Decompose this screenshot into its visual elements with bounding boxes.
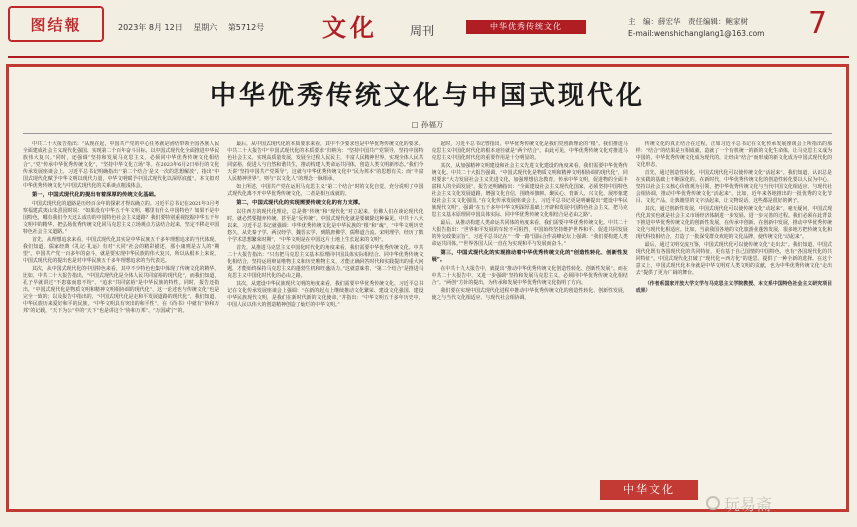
article-paragraph: 最后，从中国式现代化的本质要求来看，其中不少要求也是中华优秀传统文化的要求。中共二十大报告中“中国式现代化的本质要求”归纳为：“坚持中国共产党领导，坚持中国特色社会主义，实现高质量发展，发展全过程人民民主，丰富人民精神世界，实现全体人民共同富裕，促进人与自然和谐共生，推动构建人类命运共同体，创造人类文明新形态。”我们今天讲“坚持中国共产党领导”，这就与中华优秀传统文化中“民为邦本”的思想有关；而“丰富人民精神世界”，则与“以文化人”的理念一脉相承。 — [227, 141, 424, 182]
issue-number: 第5712号 — [227, 23, 265, 32]
masthead — [0, 0, 857, 60]
section-title: 文化 — [322, 13, 378, 42]
masthead-rule — [8, 56, 849, 58]
article-paragraph: 以往西方的现代化理论，总是将“传统”和“现代化”对立起来，仿佛人们在谈论现代化时，就必然要抛弃传统，甚至是“反传统”。中国式现代化就是要破除这种偏见。中共十八大以来，习近平总书记就强调：中华优秀传统文化是中华民族的“根”和“魂”，“中华文明历史悠久，从先秦子学、两汉经学、魏晋玄学，到隋唐佛学、儒释道合流、宋明理学，经历了数个学术思想繁荣时期”，“中华文明是在中国这片土地上生长起来的文明”。 — [227, 209, 424, 243]
article-paragraph: 首先，从推进马克思主义中国化时代化的角度来看，我们需要中华优秀传统文化。中共二十大报告指出：“只有把马克思主义基本原理同中国具体实际相结合、同中华优秀传统文化相结合，坚持运用辩证唯物主义和历史唯物主义，才能正确回答时代和实践提出的重大问题，才能始终保持马克思主义的蓬勃生机和旺盛活力。”这就意味着，“第二个结合”是推进马克思主义中国化时代化的必由之路。 — [227, 245, 424, 279]
article-paragraph: 传统文化的真正结合在过程。正如习近平总书记在文化传承发展座谈会上所指出的那样：“结合”的结果是互相成就，造就了一个有机统一的新的文化生命体，让马克思主义成为中国的，中华优秀传统文化成为现代的，让经由“结合”而形成的新文化成为中国式现代化的文化形态。 — [635, 141, 832, 168]
article-paragraph: 起时，习近平总书记曾指出，中华优秀传统文化是我们党创新理论的“根”。我们推进马克思主义中国化时代化的根本途径就是“两个结合”。由此可见，中华优秀传统文化对推进马克思主义中国化时代化的重要作用是十分明显的。 — [431, 141, 628, 161]
article-paragraph: 首先，从理想追求来看，中国式现代化其实是中华民族五千多年理想追求的当代体现。我们知道，儒家经典《礼记·礼运》有对“大同”社会的精彩描述，那小康则是古人的“期望”。中国共产党一百多年的奋斗，就是要实现中华民族的伟大复兴，所以从根本上来说，中国式现代化的提出也是对中华民族五千多年理想追求的当代表达。 — [23, 237, 220, 264]
section-heading: 第三，中国式现代化的实现推动着中华优秀传统文化的“创造性转化、创新性发展”。 — [431, 250, 628, 263]
article-paragraph: 最后，通过文明交流互鉴，中国式现代化可以使传统文化“走出去”。我们知道，中国式现代化既有各国现代化的共同特征，更有基于自己国情的中国特色，也有“各国现代化的共同特征”。中国式现代化打破了“现代化＝西方化”的迷思，提供了一种全新的选择。在这个意义上，中国式现代化本身就是中华文明对人类文明的贡献，也为中华优秀传统文化“走出去”提供了更为广阔的舞台。 — [635, 242, 832, 276]
article-paragraph: 中共二十大报告指出：“从现在起，中国共产党的中心任务就是团结带领全国各族人民全面建成社会主义现代化强国、实现第二个百年奋斗目标，以中国式现代化全面推进中华民族伟大复兴。”同时，还强调“坚持和发展马克思主义，必须同中华优秀传统文化相结合”。”党“传承中华优秀传统文化”，“坚持中华文化立场”等。在2023年6月2日举行的文化传承发展座谈会上，习近平总书记明确指出“‘第二个结合’是又一次的思想解放”，指出“中国式现代化赋予中华文明以现代力量，中华文明赋予中国式现代化以深厚底蕴”。本文拟对中华优秀传统文化与中国式现代化的关系谈点粗浅体会。 — [23, 141, 220, 189]
article-column-4 — [636, 141, 832, 471]
article-column-2 — [227, 141, 423, 471]
newspaper-logo: 图结報 — [8, 6, 104, 42]
headline-divider — [23, 133, 832, 134]
section-subtitle: 周刊 — [410, 24, 435, 38]
article-paragraph: 首先，通过创造性转化，中国式现代化可以使传统文化“活起来”。我们知道，认识总是在实践的基础上不断深化的。在新时代，中华优秀传统文化的创造性转化要以人民为中心，坚持以社会主义核心价值观为引领，把中华优秀传统文化与当代中国文化相适应、与现代社会相协调，推动中华优秀传统文化“活起来”。比如，近年来各地推出的一批优秀的文化节目、文化产品，让典籍里的文字活起来，让文物说话，这些都是很好的例子。 — [635, 170, 832, 204]
article-headline: 中华优秀传统文化与中国式现代化 — [209, 81, 645, 111]
article-paragraph: 如上所述，中国共产党在运用马克思主义“第二个结合”时的文化自觉，充分说明了中国式现代化离不开中华优秀传统文化，二者是相互成就的。 — [227, 184, 424, 197]
issue-weekday: 星期六 — [193, 23, 218, 32]
article-columns — [23, 141, 832, 471]
watermark-icon — [706, 496, 720, 510]
editor-names: 主 编：薛宏华 责任编辑：鲍家树 — [628, 17, 748, 26]
watermark-text: 玩易斋 — [724, 495, 773, 514]
footer-band: 中华文化 — [600, 480, 698, 500]
article-frame — [6, 64, 849, 512]
article-paragraph: 其次，从加强精神文明建设和社会主义先进文化建设的角度来看，我们需要中华优秀传统文化。中共二十大报告强调，“中国式现代化是物质文明和精神文明相协调的现代化”，同时要求“大力发展社会主义先进文化，加强理想信念教育，传承中华文明，促进物的全面丰富和人的全面发展”。报告还明确指出：“全面建设社会主义现代化国家，必须坚持中国特色社会主义文化发展道路，增强文化自信，围绕举旗帜、聚民心、育新人、兴文化、展形象建设社会主义文化强国。”在文化传承发展座谈会上，习近平总书记更是明确提出“建设中华民族现代文明”，强调“在五千多年中华文明深厚基础上开辟和发展中国特色社会主义，把马克思主义基本原理同中国具体实际、同中华优秀传统文化相结合是必由之路”。 — [431, 163, 628, 218]
editor-info — [628, 16, 764, 40]
article-paragraph: 中国式现代化的道路是历经百余年的探索才得以确立的。习近平总书记在2021年3月考察福建武夷山朱熹园时说：“如果没有中华五千年文明，哪里有什么中国特色？如果不是中国特色，哪有我们今天这么成功的中国特色社会主义道路？我们要特别重视挖掘中华五千年文明中的精华，把弘扬优秀传统文化同马克思主义立场观点方法结合起来，坚定不移走中国特色社会主义道路。” — [23, 201, 220, 235]
section-heading: 第二，中国式现代化的实现需要传统文化的有力支撑。 — [236, 200, 364, 206]
article-paragraph: 其次，通过创新性发展，中国式现代化可以使传统文化“动起来”。毫无疑问，中国式现代化其实也就是社会主义市场经济体制进一步发展、进一步完善的过程。我们必须在此背景下推进中华优秀传统文化的创新性发展，在传承中创新、在创新中发展，推动中华优秀传统文化与现代化相适应。比如，当前我国各地的文化旅游业蓬勃发展，很多地方把传统文化和现代科技相结合，打造了一批深受群众欢迎的文化品牌，使传统文化“动起来”。 — [635, 206, 832, 240]
issue-date: 2023年 8月 12日 — [118, 23, 183, 32]
dateline — [118, 22, 272, 33]
article-paragraph: 其次，从中国式现代化的中国特色来看，其中不少特色也集中体现了传统文化的精华。比如，中共二十大报告指出，“中国式现代化是全体人民共同富裕的现代化”，而我们知道，孔子早就讲过“不患寡而患不均”，“追求“共同富裕”是中华民族的特性。同时，报告还指出，“中国式现代化是物质文明和精神文明相协调的现代化”，这一论述也与传统文化“也是完全一致的；以及报告中指出的，“中国式现代化是走和平发展道路的现代化”，我们知道，中华民族历来爱好和平的民族，“中华文明具有突出的和平性”，在《尚书》中就有“协和万邦”的记载，“天下为公”中的“天下”也是讲这个“协和万邦”、“万国咸宁”的。 — [23, 266, 220, 314]
article-paragraph: 其次，从建设中华民族现代文明的角度来看，我们需要中华优秀传统文化。习近平总书记在文化传承发展座谈会上强调：“在新的起点上继续推动文化繁荣、建设文化强国、建设中华民族现代文明，是我们在新时代新的文化使命。”并指出：“中华文明五千多年历史中，中国人民以伟大的创造精神创造了灿烂的中华文明。” — [227, 281, 424, 308]
page-number: 7 — [808, 6, 828, 41]
article-byline: ▢ 孙福万 — [411, 120, 444, 129]
editor-email: E-mail:wenshichanglang1@163.com — [628, 29, 765, 38]
author-note: （作者系国家开放大学文学与马克思主义学院教授、本文系中国特色社会主义研究项目成果） — [635, 281, 832, 294]
article-column-1 — [23, 141, 219, 471]
article-column-3 — [432, 141, 628, 471]
section-band: 中华优秀传统文化 — [466, 20, 586, 34]
article-paragraph: 我们要在实现中国式现代化进程中推动中华优秀传统文化的创造性转化、创新性发展，使之与当代文化相适应、与现代社会相协调。 — [431, 288, 628, 301]
article-paragraph: 在中共十九大报告中，就提出“推动中华优秀传统文化创造性转化、创新性发展”。而在中共二十大报告中，又进一步强调“坚持和发展马克思主义，必须同中华优秀传统文化相结合”。“两创”方针的提出，为传承和发展中华优秀传统文化指明了方向。 — [431, 266, 628, 286]
article-paragraph: 最后，从推动构建人类命运共同体的角度来看，我们需要中华优秀传统文化。中共二十大报告指出：“世界和平发展的车轮不可阻挡，中国始终坚持维护世界和平、促进共同发展的外交政策宗旨”，习近平总书记在“一带一路”国际合作高峰论坛上强调：“我们要构建人类命运共同体。”“世界各国人民一直在为实现和平与发展而奋斗。” — [431, 220, 628, 247]
section-heading: 第一，中国式现代化的提出有着深厚的传统文化基础。 — [32, 192, 160, 198]
